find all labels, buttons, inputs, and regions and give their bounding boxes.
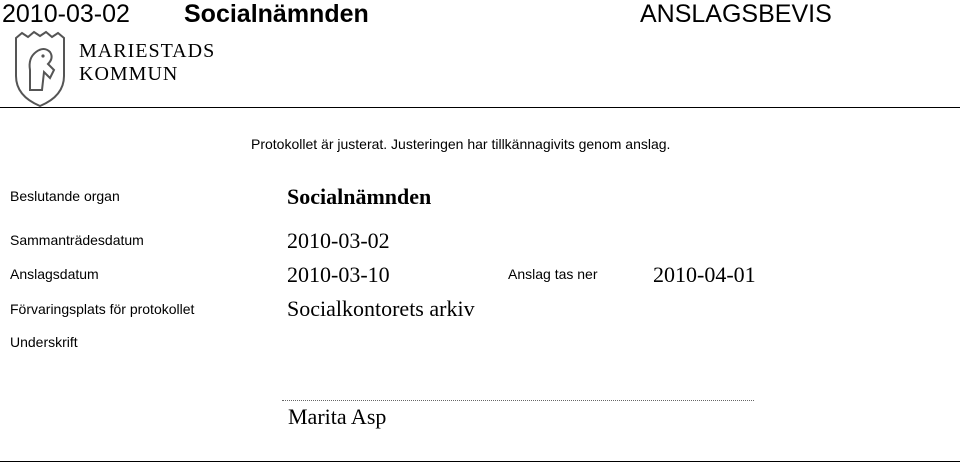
posting-date-label: Anslagsdatum — [10, 266, 99, 282]
storage-location-value: Socialkontorets arkiv — [287, 296, 475, 321]
logo-text-line2: KOMMUN — [79, 63, 179, 85]
storage-location-label: Förvaringsplats för protokollet — [10, 301, 195, 317]
signature-line — [282, 400, 754, 401]
signature-label: Underskrift — [10, 334, 78, 350]
header-date: 2010-03-02 — [2, 0, 130, 28]
meeting-date-value: 2010-03-02 — [287, 228, 390, 253]
posting-date-value: 2010-03-10 — [287, 262, 390, 287]
header-divider — [0, 107, 960, 108]
removal-date-label: Anslag tas ner — [508, 266, 598, 282]
organ-label: Beslutande organ — [10, 188, 120, 204]
municipality-shield-icon — [10, 30, 70, 108]
signer-name: Marita Asp — [288, 404, 387, 429]
header-body-name: Socialnämnden — [184, 0, 369, 28]
organ-value: Socialnämnden — [287, 184, 432, 209]
document-type: ANSLAGSBEVIS — [640, 0, 832, 28]
footer-divider — [0, 461, 960, 462]
meeting-date-label: Sammanträdesdatum — [10, 232, 144, 248]
removal-date-value: 2010-04-01 — [653, 262, 756, 287]
adjustment-notice: Protokollet är justerat. Justeringen har tillkännagivits genom anslag. — [251, 136, 671, 152]
logo-text-line1: MARIESTADS — [79, 40, 216, 62]
